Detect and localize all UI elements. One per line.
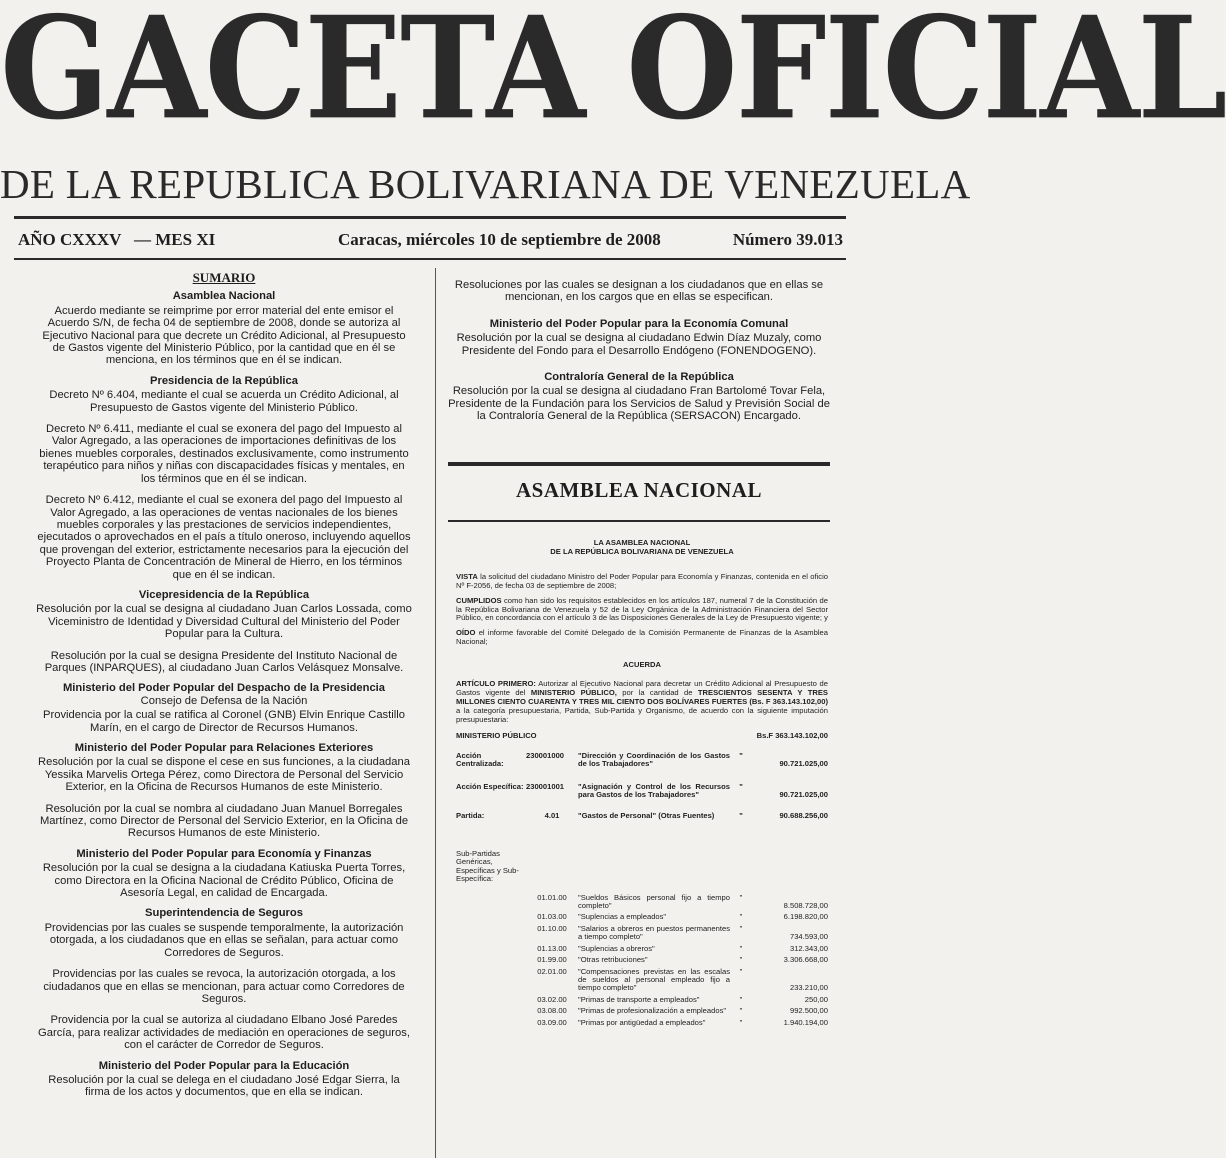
subpartida-code: 02.01.00 <box>537 966 567 976</box>
section-title-despacho: Ministerio del Poder Popular del Despacho de la Presidencia <box>62 682 386 695</box>
budget-ministerio: MINISTERIO PÚBLICO <box>456 730 537 740</box>
summary-entry: Decreto Nº 6.411, mediante el cual se exonera del pago del Impuesto al Valor Agregado, a las operaciones de importaciones definitivas de los bienes muebles corporales, destinados exclusivamente, como instrumento terapéutico para niños y niñas con discapacidades físicas y mentales, en los términos que en él se indican. <box>39 423 409 485</box>
summary-entry: Decreto Nº 6.404, mediante el cual se acuerda un Crédito Adicional, al Presupuesto de Gastos vigente del Ministerio Público. <box>49 389 399 414</box>
subpartida-code: 01.10.00 <box>537 923 567 933</box>
summary-entry: Providencia por la cual se autoriza al ciudadano Elbano José Paredes García, para realizar actividades de mediación en operaciones de seguros, con el carácter de Corredor de Seguros. <box>38 1014 410 1052</box>
subpartida-code: 01.01.00 <box>537 892 567 902</box>
summary-entry: Resolución por la cual se dispone el cese en sus funciones, a la ciudadana Yessika Marvelis Ortega Pérez, como Directora de Personal del Servicio Exterior, en la Oficina de Recursos Humanos de este Ministerio. <box>38 756 410 794</box>
subpartida-code: 03.02.00 <box>537 994 567 1004</box>
cumplidos-paragraph <box>456 597 828 624</box>
subpartida-description: "Primas de profesionalización a empleados" <box>578 1006 727 1016</box>
ditto-mark: " <box>739 955 743 965</box>
acuerdo-head-2: DE LA REPÚBLICA BOLIVARIANA DE VENEZUELA <box>550 546 734 556</box>
header-rule-bottom <box>14 258 846 260</box>
acuerdo-body <box>456 535 828 1029</box>
ditto-mark: " <box>739 1017 743 1027</box>
summary-entry: Resolución por la cual se designa Presidente del Instituto Nacional de Parques (INPARQUES), al ciudadano Juan Carlos Velásquez Monsalve. <box>44 649 404 674</box>
summary-entry: Acuerdo mediante se reimprime por error material del ente emisor el Acuerdo S/N, de fecha 04 de septiembre de 2008, donde se autoriza al Ejecutivo Nacional para que decrete un Crédito Adicional, al Presupuesto de Gastos vigente del Ministerio Público, por la cantidad que en él se menciona, en los términos que en él se indican. <box>42 304 406 367</box>
subpartida-amount: 312.343,00 <box>789 943 828 953</box>
column-separator <box>435 268 436 1158</box>
subpartida-description: "Primas de transporte a empleados" <box>578 994 700 1004</box>
summary-entry: Resolución por la cual se designa al ciudadano Juan Carlos Lossada, como Viceministro de Identidad y Diversidad Cultural del Ministerio del Poder Popular para la Cultura. <box>36 603 412 641</box>
section-title-vicepresidencia: Vicepresidencia de la República <box>138 588 310 601</box>
subpartida-code: 01.03.00 <box>537 912 567 922</box>
subpartida-amount: 8.508.728,00 <box>783 901 828 911</box>
subpartida-description: "Compensaciones previstas en las escalas de sueldos al personal empleado fijo a tiempo completo" <box>578 966 730 993</box>
budget-row-accion-centralizada: Acción Centralizada: 230001000 "Dirección y Coordinación de los Gastos de los Trabajadores" " 90.721.025,00 <box>456 751 828 769</box>
summary-entry: Resolución por la cual se designa a la ciudadana Katiuska Puerta Torres, como Directora en la Oficina Nacional de Crédito Público, Oficina de Asesoría Legal, en calidad de Encargada. <box>42 862 406 900</box>
articulo-text-d: TRESCIENTOS SESENTA Y TRES MILLONES CIENTO CUARENTA Y TRES MIL CIENTO DOS BOLÍVARES FUERTES (Bs. F 363.143.102,00) <box>456 687 828 706</box>
summary-entry: Resolución por la cual se designa al ciudadano Fran Bartolomé Tovar Fela, Presidente de la Fundación para los Servicios de Salud y Previsión Social de la Contraloría General de la República (SERSACON) Encargado. <box>448 385 830 423</box>
issue-year: AÑO CXXXV <box>18 230 122 249</box>
section-title-seguros: Superintendencia de Seguros <box>145 907 303 920</box>
ditto-mark: " <box>739 994 743 1004</box>
ditto-mark: " <box>739 1006 743 1016</box>
issue-info-bar <box>18 230 843 254</box>
articulo-text-e: a la categoría presupuestaria, Partida, Sub-Partida y Organismo, de acuerdo con la siguiente imputación presupuestaria: <box>456 705 828 724</box>
subpartida-code: 03.09.00 <box>537 1017 567 1027</box>
section-title-presidencia: Presidencia de la República <box>150 374 298 387</box>
issue-month: — MES XI <box>134 230 216 249</box>
budget-row-partida: Partida: 4.01 "Gastos de Personal" (Otras Fuentes) " 90.688.256,00 <box>456 810 828 820</box>
oido-paragraph <box>456 629 828 647</box>
budget-subpartida-row <box>456 944 828 955</box>
sumario-continuation <box>448 277 830 423</box>
vista-keyword: VISTA <box>456 571 478 581</box>
subpartida-code: 01.99.00 <box>537 955 567 965</box>
budget-subpartida-row <box>456 967 828 995</box>
section-title-economia-comunal: Ministerio del Poder Popular para la Economía Comunal <box>489 317 789 330</box>
summary-entry: Resolución por la cual se delega en el ciudadano José Edgar Sierra, la firma de los actos y documentos, que en ella se indican. <box>48 1073 400 1099</box>
budget-subpartida-row <box>456 1018 828 1029</box>
summary-entry: Providencias por las cuales se revoca, la autorización otorgada, a los ciudadanos que en ellas se mencionan, para actuar como Corredores de Seguros. <box>43 968 405 1005</box>
subpartida-description: "Sueldos Básicos personal fijo a tiempo completo" <box>578 892 730 911</box>
cumplidos-text: como han sido los requisitos establecidos en los artículos 187, numeral 7 de la Constitución de la República Bolivariana de Venezuela y 52 de la Ley Orgánica de la Administración Financiera del Sector Público, en concordancia con el artículo 3 de las Disposiciones Generales de la Ley de Presupuesto vigente; y <box>456 595 828 623</box>
subpartida-amount: 250,00 <box>804 994 828 1004</box>
subpartida-amount: 3.306.668,00 <box>783 955 828 965</box>
issue-number: Número 39.013 <box>732 230 843 249</box>
articulo-keyword: ARTÍCULO PRIMERO: <box>456 679 536 689</box>
articulo-text-a: Autorizar al Ejecutivo Nacional para decretar un Crédito Adicional al Presupuesto de Gastos vigente del <box>456 679 828 697</box>
subpartida-amount: 233.210,00 <box>789 983 828 993</box>
masthead-subtitle: DE LA REPUBLICA BOLIVARIANA DE VENEZUELA <box>0 161 971 207</box>
ditto-mark: " <box>739 943 743 953</box>
subpartida-code: 01.13.00 <box>537 943 567 953</box>
budget-subpartida-row <box>456 995 828 1006</box>
subpartida-amount: 992.500,00 <box>789 1006 828 1016</box>
banner-rule-top <box>448 462 830 466</box>
subpartida-description: "Primas por antigüedad a empleados" <box>578 1017 706 1027</box>
header-rule-top <box>14 216 846 219</box>
summary-entry: Resoluciones por las cuales se designan a los ciudadanos que en ellas se mencionan, en los cargos que en ellas se especifican. <box>454 279 824 304</box>
budget-subpartida-row <box>456 924 828 944</box>
subpartida-amount: 6.198.820,00 <box>783 912 828 922</box>
sumario-column <box>36 272 412 1099</box>
budget-table <box>456 731 828 1029</box>
budget-total: Bs.F 363.143.102,00 <box>756 730 828 740</box>
articulo-primero <box>456 680 828 725</box>
subpartida-amount: 1.940.194,00 <box>783 1017 828 1027</box>
sumario-heading: SUMARIO <box>192 270 256 285</box>
subpartida-description: "Otras retribuciones" <box>578 955 648 965</box>
summary-entry: Providencias por las cuales se suspende temporalmente, la autorización otorgada, a los ciudadanos que en ellas se señalan, para actuar como Corredores de Seguros. <box>44 921 404 959</box>
budget-row-total <box>456 731 828 742</box>
summary-entry: Providencia por la cual se ratifica al Coronel (GNB) Elvin Enrique Castillo Marín, en el cargo de Director de Recursos Humanos. <box>43 709 405 734</box>
budget-subpartida-row <box>456 912 828 923</box>
subpartida-description: "Salarios a obreros en puestos permanentes a tiempo completo" <box>578 923 730 942</box>
acuerdo-head-1: LA ASAMBLEA NACIONAL <box>593 538 691 547</box>
ditto-mark: " <box>739 923 743 933</box>
acuerda-heading: ACUERDA <box>623 660 661 670</box>
ditto-mark: " <box>739 912 743 922</box>
asamblea-nacional-banner <box>448 462 830 526</box>
subpartida-description: "Suplencias a empleados" <box>578 912 667 922</box>
budget-subpartida-row <box>456 955 828 966</box>
section-title-asamblea: Asamblea Nacional <box>172 290 276 303</box>
articulo-text-b: MINISTERIO PÚBLICO, <box>530 687 617 697</box>
section-title-contraloria: Contraloría General de la República <box>544 371 734 384</box>
budget-subpartida-row <box>456 1006 828 1017</box>
cumplidos-keyword: CUMPLIDOS <box>456 595 502 605</box>
ditto-mark: " <box>739 966 743 976</box>
issue-date: Caracas, miércoles 10 de septiembre de 2008 <box>338 230 661 249</box>
subpartida-code: 03.08.00 <box>537 1006 567 1016</box>
banner-title: ASAMBLEA NACIONAL <box>516 478 762 502</box>
subpartida-description: "Suplencias a obreros" <box>578 943 655 953</box>
summary-entry: Resolución por la cual se nombra al ciudadano Juan Manuel Borregales Martínez, como Director de Personal del Servicio Exterior, en la Oficina de Recursos Humanos de este Ministerio. <box>39 802 409 840</box>
summary-entry: Resolución por la cual se designa al ciudadano Edwin Díaz Muzaly, como Presidente del Fondo para el Desarrollo Endógeno (FONENDOGENO). <box>456 332 822 357</box>
vista-text: la solicitud del ciudadano Ministro del Poder Popular para Economía y Finanzas, contenida en el oficio Nº F-2056, de fecha 03 de septiembre de 2008; <box>456 571 828 590</box>
section-title-exteriores: Ministerio del Poder Popular para Relaciones Exteriores <box>74 742 374 754</box>
ditto-mark: " <box>739 892 743 902</box>
section-title-educacion: Ministerio del Poder Popular para la Educación <box>98 1059 350 1072</box>
oido-text: el informe favorable del Comité Delegado de la Comisión Permanente de Finanzas de la Asamblea Nacional; <box>456 628 828 647</box>
budget-subpartida-row <box>456 893 828 913</box>
budget-row-subpartidas-label: Sub-Partidas Genéricas, Específicas y Sub-Específica: <box>456 849 519 884</box>
masthead-title: GACETA OFICIAL <box>0 0 1226 152</box>
banner-rule-bottom <box>448 520 830 522</box>
section-subtitle-defensa: Consejo de Defensa de la Nación <box>140 694 308 707</box>
subpartida-amount: 734.593,00 <box>789 932 828 942</box>
budget-row-accion-especifica: Acción Específica: 230001001 "Asignación y Control de los Recursos para Gastos de los Trabajadores" " 90.721.025,00 <box>456 781 828 800</box>
articulo-text-c: por la cantidad de <box>622 687 693 697</box>
section-title-finanzas: Ministerio del Poder Popular para Economía y Finanzas <box>76 847 372 860</box>
vista-paragraph <box>456 573 828 591</box>
oido-keyword: OÍDO <box>456 628 476 638</box>
summary-entry: Decreto Nº 6.412, mediante el cual se exonera del pago del Impuesto al Valor Agregado, a las operaciones de ventas nacionales de los bienes muebles corporales y las prestaciones de servicios independientes, ejecutados o aprovechados en el país a título oneroso, incluyendo aquellos que provengan del exterior, estrictamente necesarios para la ejecución del Proyecto Planta de Concentración de Mineral de Hierro, en los términos que en él se indican. <box>37 494 411 581</box>
